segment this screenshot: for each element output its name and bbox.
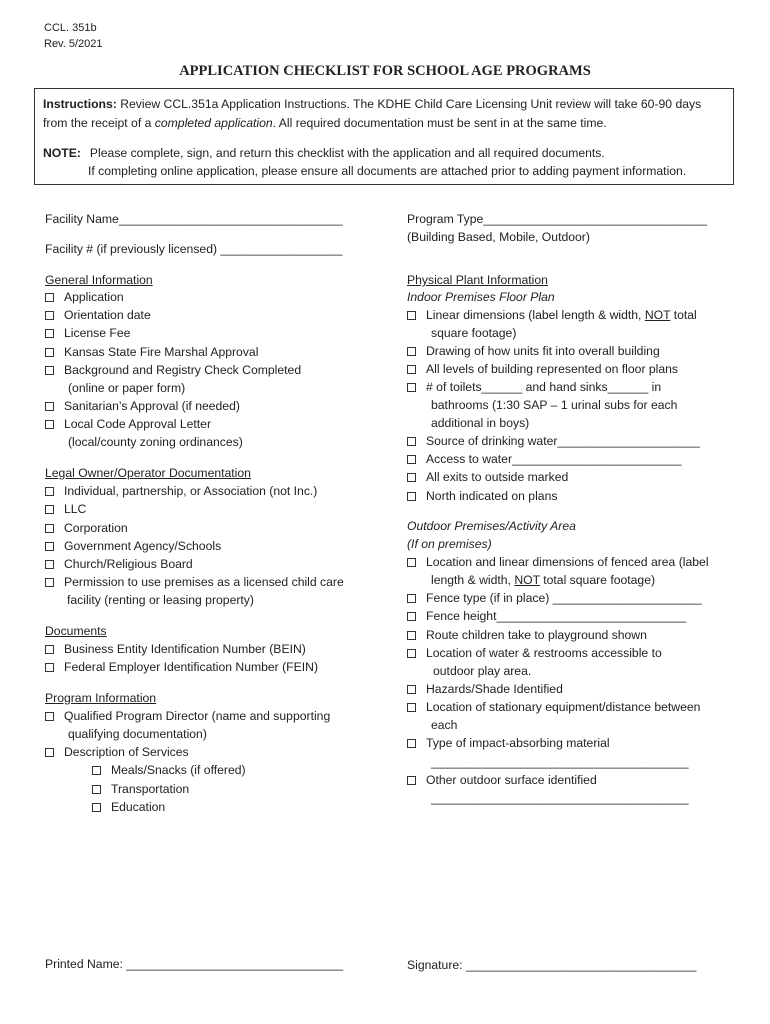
note-line-1: [43, 146, 605, 160]
checkbox[interactable]: [45, 329, 54, 338]
program-info-heading: Program Information: [45, 691, 157, 705]
item-label: Location of water & restrooms accessible to: [426, 646, 662, 660]
checkbox[interactable]: [45, 348, 54, 357]
checkbox[interactable]: [45, 748, 54, 757]
item-label-emphasis: NOT: [644, 308, 671, 322]
item-label: Church/Religious Board: [64, 557, 193, 571]
instructions-box: [34, 88, 734, 185]
checkbox[interactable]: [45, 578, 54, 587]
item-label: Fence height____________________________: [426, 609, 687, 623]
checkbox[interactable]: [92, 785, 101, 794]
item-continuation: additional in boys): [431, 416, 530, 430]
item-label: License Fee: [64, 326, 131, 340]
page-title: APPLICATION CHECKLIST FOR SCHOOL AGE PROGRAMS: [179, 63, 591, 79]
item-label: Access to water_________________________: [426, 452, 682, 466]
item-label: Hazards/Shade Identified: [426, 682, 563, 696]
documents-heading: Documents: [45, 624, 107, 638]
item-label: Drawing of how units fit into overall building: [426, 344, 660, 358]
printed-name-field[interactable]: Printed Name: ________________________________: [45, 957, 344, 971]
checklist-item[interactable]: [45, 344, 258, 361]
checklist-item[interactable]: [45, 362, 301, 379]
checkbox[interactable]: [92, 803, 101, 812]
item-label: Source of drinking water_____________________: [426, 434, 700, 448]
checkbox[interactable]: [45, 712, 54, 721]
checklist-item[interactable]: [407, 343, 660, 360]
item-label: Business Entity Identification Number (BEIN): [64, 642, 306, 656]
checklist-item[interactable]: [45, 574, 344, 591]
checklist-item[interactable]: [407, 772, 597, 789]
item-label: total square footage): [539, 573, 656, 587]
general-info-heading: General Information: [45, 273, 153, 287]
item-label: Type of impact-absorbing material: [426, 736, 610, 750]
checklist-item[interactable]: [407, 699, 700, 716]
item-label: Description of Services: [64, 745, 189, 759]
item-label: Location of stationary equipment/distance between: [426, 700, 701, 714]
item-label: All levels of building represented on floor plans: [426, 362, 679, 376]
checklist-item[interactable]: [45, 708, 330, 725]
checkbox[interactable]: [407, 685, 416, 694]
checkbox[interactable]: [45, 293, 54, 302]
note-label: NOTE:: [43, 146, 81, 160]
checklist-item[interactable]: [407, 488, 557, 505]
checklist-item[interactable]: [407, 645, 662, 662]
item-label: # of toilets______ and hand sinks______ in: [426, 380, 662, 394]
item-continuation: outdoor play area.: [433, 664, 532, 678]
form-code: CCL. 351b: [44, 22, 97, 34]
checkbox[interactable]: [45, 311, 54, 320]
checkbox[interactable]: [407, 776, 416, 785]
checklist-item[interactable]: [407, 681, 563, 698]
checklist-item[interactable]: [407, 361, 678, 378]
checkbox[interactable]: [45, 402, 54, 411]
checklist-item[interactable]: [45, 744, 189, 761]
instructions-text: Review CCL.351a Application Instructions. The KDHE Child Care Licensing Unit review will take 60-90 days: [116, 97, 702, 111]
item-label: Local Code Approval Letter: [64, 417, 212, 431]
item-continuation: facility (renting or leasing property): [67, 593, 254, 607]
item-label: Location and linear dimensions of fenced area (label: [426, 555, 709, 569]
item-label: length & width,: [431, 573, 515, 587]
instructions-line-1: [43, 97, 701, 111]
checkbox[interactable]: [45, 366, 54, 375]
item-label: Sanitarian’s Approval (if needed): [64, 399, 240, 413]
checklist-item[interactable]: [45, 483, 317, 500]
program-type-field[interactable]: Program Type_________________________________: [407, 212, 707, 226]
item-label: Meals/Snacks (if offered): [111, 763, 246, 777]
facility-name-field[interactable]: Facility Name_________________________________: [45, 212, 343, 226]
item-label: Fence type (if in place) ______________________: [426, 591, 702, 605]
checkbox[interactable]: [407, 347, 416, 356]
item-label: Linear dimensions (label length & width,: [426, 308, 645, 322]
item-label-emphasis: NOT: [514, 573, 540, 587]
item-label: Government Agency/Schools: [64, 539, 222, 553]
checklist-item[interactable]: [45, 416, 211, 433]
instructions-text-3: . All required documentation must be sent in at the same time.: [272, 116, 607, 130]
checkbox[interactable]: [45, 524, 54, 533]
program-type-hint: (Building Based, Mobile, Outdoor): [407, 230, 590, 244]
checkbox[interactable]: [45, 645, 54, 654]
checkbox[interactable]: [407, 311, 416, 320]
form-revision: Rev. 5/2021: [44, 38, 103, 50]
checklist-item[interactable]: [45, 289, 124, 306]
item-label: Individual, partnership, or Association (not Inc.): [64, 484, 318, 498]
signature-field[interactable]: Signature: __________________________________: [407, 958, 697, 972]
item-label: LLC: [64, 502, 87, 516]
item-label: Application: [64, 290, 124, 304]
item-label: Transportation: [111, 782, 190, 796]
checklist-item[interactable]: [407, 469, 568, 486]
other-surface-field[interactable]: ______________________________________: [431, 791, 689, 805]
checklist-item[interactable]: [45, 556, 193, 573]
checklist-item[interactable]: [45, 325, 130, 342]
checklist-item[interactable]: [407, 433, 700, 450]
checkbox[interactable]: [407, 703, 416, 712]
item-label: Other outdoor surface identified: [426, 773, 597, 787]
checkbox[interactable]: [407, 612, 416, 621]
checkbox[interactable]: [407, 631, 416, 640]
note-text: Please complete, sign, and return this checklist with the application and all required documents.: [89, 146, 605, 160]
indoor-premises-heading: Indoor Premises Floor Plan: [407, 290, 555, 304]
outdoor-premises-heading: Outdoor Premises/Activity Area: [407, 519, 576, 533]
checkbox[interactable]: [92, 766, 101, 775]
checkbox[interactable]: [407, 558, 416, 567]
checkbox[interactable]: [407, 492, 416, 501]
item-label: Background and Registry Check Completed: [64, 363, 302, 377]
checkbox[interactable]: [407, 365, 416, 374]
item-label: Federal Employer Identification Number (FEIN): [64, 660, 318, 674]
item-continuation: (online or paper form): [68, 381, 186, 395]
item-label: North indicated on plans: [426, 489, 558, 503]
checkbox[interactable]: [45, 560, 54, 569]
checklist-item[interactable]: [407, 735, 610, 752]
instructions-text-2: from the receipt of a: [43, 116, 155, 130]
instructions-line-2: [43, 116, 607, 130]
checklist-item[interactable]: [45, 501, 86, 518]
facility-number-field[interactable]: Facility # (if previously licensed) __________________: [45, 242, 343, 256]
checklist-item[interactable]: [45, 538, 221, 555]
checkbox[interactable]: [45, 663, 54, 672]
item-continuation: (local/county zoning ordinances): [68, 435, 243, 449]
checkbox[interactable]: [407, 473, 416, 482]
checkbox[interactable]: [45, 487, 54, 496]
outdoor-premises-subheading: (If on premises): [407, 537, 492, 551]
checkbox[interactable]: [45, 542, 54, 551]
item-continuation: bathrooms (1:30 SAP – 1 urinal subs for each: [431, 398, 678, 412]
checklist-item[interactable]: [45, 307, 151, 324]
checklist-item[interactable]: [407, 590, 702, 607]
checklist-subitem[interactable]: [92, 781, 189, 798]
checkbox[interactable]: [407, 649, 416, 658]
checklist-subitem[interactable]: [92, 762, 246, 779]
checkbox[interactable]: [407, 455, 416, 464]
checklist-item[interactable]: [407, 451, 681, 468]
item-label: Route children take to playground shown: [426, 628, 647, 642]
checkbox[interactable]: [407, 383, 416, 392]
checkbox[interactable]: [45, 420, 54, 429]
checklist-item[interactable]: [45, 641, 306, 658]
checkbox[interactable]: [407, 594, 416, 603]
instructions-emphasis: completed application: [154, 116, 273, 130]
note-line-2: If completing online application, please ensure all documents are attached prior to adding payment information.: [88, 164, 687, 178]
checklist-item[interactable]: [407, 608, 686, 625]
checklist-item[interactable]: [45, 520, 128, 537]
item-label: Qualified Program Director (name and supporting: [64, 709, 331, 723]
checkbox[interactable]: [45, 505, 54, 514]
item-label: total: [670, 308, 697, 322]
item-label: Corporation: [64, 521, 128, 535]
form-code-block: [44, 20, 103, 52]
checklist-subitem[interactable]: [92, 799, 165, 816]
item-continuation: each: [431, 718, 458, 732]
checklist-item[interactable]: [407, 627, 647, 644]
checklist-item[interactable]: [407, 379, 661, 396]
item-label: Permission to use premises as a licensed child care: [64, 575, 344, 589]
impact-material-field[interactable]: ______________________________________: [431, 755, 689, 769]
physical-plant-heading: Physical Plant Information: [407, 273, 548, 287]
checklist-item[interactable]: [407, 554, 709, 571]
checklist-item[interactable]: [407, 307, 697, 324]
checkbox[interactable]: [407, 739, 416, 748]
instructions-label: Instructions:: [43, 97, 117, 111]
legal-owner-heading: Legal Owner/Operator Documentation: [45, 466, 251, 480]
item-continuation: [408, 572, 655, 589]
item-label: Education: [111, 800, 166, 814]
item-continuation: qualifying documentation): [68, 727, 207, 741]
checkbox[interactable]: [407, 437, 416, 446]
checklist-item[interactable]: [45, 398, 240, 415]
item-continuation: square footage): [431, 326, 517, 340]
item-label: Orientation date: [64, 308, 151, 322]
item-label: Kansas State Fire Marshal Approval: [64, 345, 259, 359]
item-label: All exits to outside marked: [426, 470, 569, 484]
checklist-item[interactable]: [45, 659, 318, 676]
